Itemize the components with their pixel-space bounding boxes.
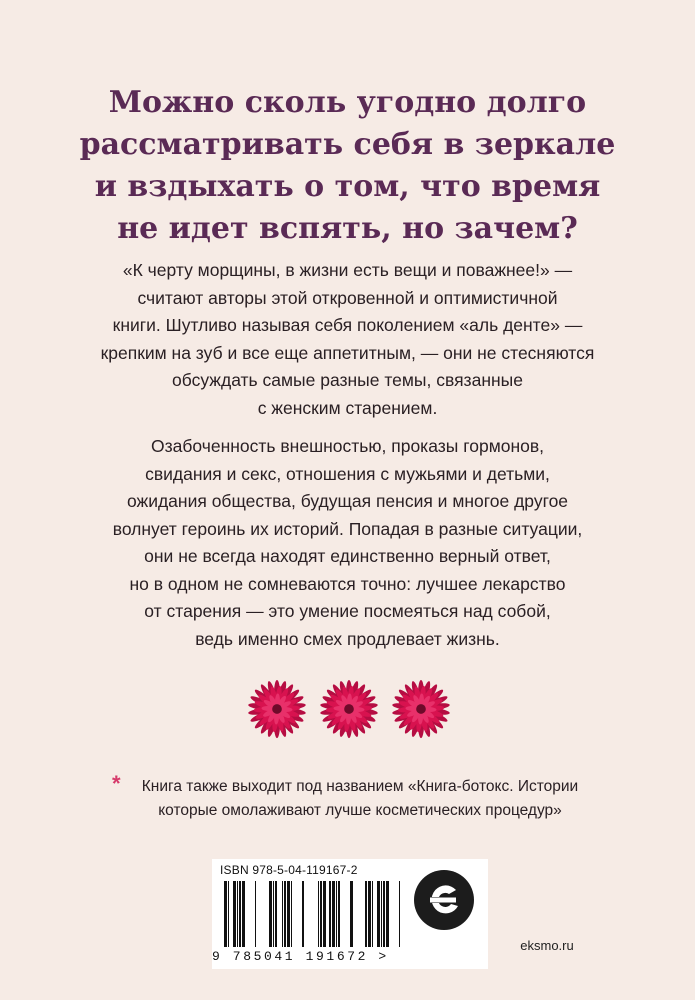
barcode-digits: 9 785041 191672 > <box>212 949 389 964</box>
gerbera-flower-icon <box>318 678 380 740</box>
paragraph-line: «К черту морщины, в жизни есть вещи и поважнее!» — <box>122 260 573 280</box>
paragraph-line: крепким на зуб и все еще аппетитным, — они не стесняются <box>100 342 595 363</box>
paragraph-line: с женским старением. <box>257 397 438 418</box>
headline-line: рассматривать себя в зеркале <box>79 127 616 162</box>
headline-line: и вздыхать о том, что время <box>94 169 601 204</box>
gerbera-flower-icon <box>390 678 452 740</box>
eksmo-logo-icon <box>412 868 476 932</box>
paragraph-line: от старения — это умение посмеяться над собой, <box>144 601 551 621</box>
barcode-bars <box>224 881 414 949</box>
flower-row <box>0 678 695 740</box>
paragraph-line: они не всегда находят единственно верный ответ, <box>144 546 551 566</box>
paragraph-line: свидания и секс, отношения с мужьями и детьми, <box>145 463 550 484</box>
note-line: Книга также выходит под названием «Книга-ботокс. Истории <box>141 778 579 795</box>
asterisk-icon: * <box>112 771 121 796</box>
paragraph-line: ведь именно смех продлевает жизнь. <box>195 628 500 649</box>
paragraph-line: считают авторы этой откровенной и оптимистичной <box>137 287 558 308</box>
blurb-paragraph-2 <box>60 433 635 653</box>
paragraph-line: но в одном не сомневаются точно: лучшее лекарство <box>129 573 566 594</box>
blurb-paragraph-1 <box>60 257 635 422</box>
headline <box>60 82 635 250</box>
publisher-site: eksmo.ru <box>520 938 574 953</box>
paragraph-line: ожидания общества, будущая пенсия и многое другое <box>126 491 569 511</box>
paragraph-line: Озабоченность внешностью, проказы гормонов, <box>150 436 545 456</box>
paragraph-line: книги. Шутливо называя себя поколением «аль денте» — <box>112 315 583 335</box>
paragraph-line: обсуждать самые разные темы, связанные <box>172 370 523 390</box>
headline-line: Можно сколь угодно долго <box>108 85 587 120</box>
isbn-text: ISBN 978-5-04-119167-2 <box>220 863 358 877</box>
paragraph-line: волнует героинь их историй. Попадая в разные ситуации, <box>112 518 583 539</box>
headline-line: не идет вспять, но зачем? <box>117 211 578 246</box>
alternate-title-note <box>80 771 640 823</box>
note-line: которые омолаживают лучше косметических процедур» <box>158 802 562 819</box>
gerbera-flower-icon <box>246 678 308 740</box>
